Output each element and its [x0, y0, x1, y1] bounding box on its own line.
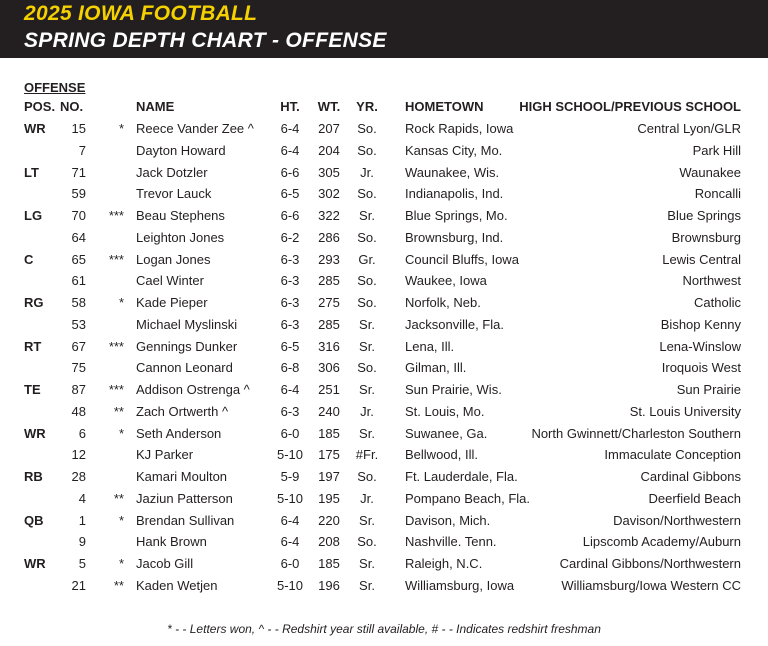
letters-won: *** — [108, 382, 124, 397]
jersey-number: 67 — [71, 338, 86, 354]
player-name: Leighton Jones — [136, 229, 225, 245]
header-no: NO. — [60, 99, 84, 114]
class-year: So. — [357, 186, 377, 202]
header-pos: POS. — [24, 99, 56, 114]
school: Iroquois West — [661, 360, 741, 376]
weight: 207 — [318, 121, 340, 136]
header-name: NAME — [136, 99, 175, 114]
player-name: Jaziun Patterson — [136, 490, 233, 506]
player-name: Trevor Lauck — [136, 186, 212, 202]
hometown: Nashville. Tenn. — [405, 534, 497, 550]
jersey-number: 21 — [71, 577, 86, 593]
hometown: Brownsburg, Ind. — [405, 229, 504, 245]
weight: 251 — [318, 382, 340, 397]
height: 6-2 — [280, 229, 300, 245]
jersey-number: 9 — [78, 534, 86, 550]
hometown: St. Louis, Mo. — [405, 403, 485, 419]
player-name: KJ Parker — [136, 447, 194, 463]
jersey-number: 7 — [78, 142, 86, 158]
class-year: Sr. — [359, 556, 375, 571]
letters-won: *** — [108, 338, 124, 354]
class-year: Jr. — [360, 403, 374, 419]
jersey-number: 61 — [71, 273, 86, 289]
player-name: Logan Jones — [136, 251, 211, 267]
table-row — [0, 489, 768, 509]
table-row — [0, 445, 768, 465]
player-name: Cael Winter — [136, 273, 204, 289]
height: 6-6 — [280, 208, 300, 223]
class-year: Jr. — [360, 490, 374, 506]
school: Lena-Winslow — [659, 338, 741, 354]
weight: 305 — [318, 164, 340, 180]
player-name: Beau Stephens — [136, 208, 225, 223]
player-name: Reece Vander Zee ^ — [136, 121, 254, 136]
class-year: So. — [357, 121, 377, 136]
table-row — [0, 576, 768, 596]
table-row — [0, 293, 768, 313]
player-name: Addison Ostrenga ^ — [136, 382, 250, 397]
weight: 302 — [318, 186, 340, 202]
school: North Gwinnett/Charleston Southern — [531, 425, 741, 441]
table-row — [0, 228, 768, 248]
class-year: Sr. — [359, 577, 375, 593]
height: 6-8 — [280, 360, 300, 376]
height: 6-0 — [280, 425, 300, 441]
position: LG — [24, 208, 43, 223]
height: 6-5 — [280, 338, 300, 354]
class-year: Sr. — [359, 512, 375, 528]
table-row — [0, 424, 768, 444]
height: 6-4 — [280, 121, 300, 136]
class-year: So. — [357, 229, 377, 245]
hometown: Pompano Beach, Fla. — [405, 490, 531, 506]
height: 6-3 — [280, 273, 300, 289]
school: St. Louis University — [629, 403, 741, 419]
player-name: Zach Ortwerth ^ — [136, 403, 229, 419]
weight: 322 — [318, 208, 340, 223]
class-year: So. — [357, 360, 377, 376]
school: Bishop Kenny — [660, 316, 741, 332]
height: 6-4 — [280, 534, 300, 550]
player-name: Seth Anderson — [136, 425, 222, 441]
hometown: Council Bluffs, Iowa — [405, 251, 519, 267]
letters-won: *** — [108, 251, 124, 267]
hometown: Williamsburg, Iowa — [405, 577, 515, 593]
table-row — [0, 119, 768, 139]
class-year: Sr. — [359, 208, 375, 223]
jersey-number: 53 — [71, 316, 86, 332]
school: Northwest — [682, 273, 741, 289]
position: RT — [24, 338, 42, 354]
class-year: Sr. — [359, 316, 375, 332]
table-row — [0, 206, 768, 226]
class-year: Gr. — [358, 251, 376, 267]
header-ht: HT. — [280, 99, 300, 114]
jersey-number: 65 — [71, 251, 86, 267]
title-line-2: SPRING DEPTH CHART - OFFENSE — [24, 29, 387, 52]
weight: 208 — [318, 534, 340, 550]
school: Davison/Northwestern — [613, 512, 741, 528]
height: 6-5 — [280, 186, 300, 202]
jersey-number: 75 — [71, 360, 86, 376]
school: Lewis Central — [662, 251, 741, 267]
position: RG — [24, 295, 44, 310]
class-year: Sr. — [359, 425, 375, 441]
school: Deerfield Beach — [648, 490, 741, 506]
jersey-number: 70 — [71, 208, 86, 223]
school: Williamsburg/Iowa Western CC — [561, 577, 741, 593]
height: 6-3 — [280, 295, 300, 310]
school: Sun Prairie — [676, 382, 741, 397]
hometown: Blue Springs, Mo. — [405, 208, 508, 223]
letters-won: *** — [108, 208, 124, 223]
school: Cardinal Gibbons — [640, 469, 741, 484]
hometown: Davison, Mich. — [405, 512, 491, 528]
school: Waunakee — [679, 164, 741, 180]
class-year: So. — [357, 295, 377, 310]
weight: 220 — [318, 512, 340, 528]
school: Blue Springs — [667, 208, 741, 223]
header-yr: YR. — [356, 99, 378, 114]
height: 5-9 — [280, 469, 300, 484]
header-hometown: HOMETOWN — [405, 99, 484, 114]
school: Roncalli — [694, 186, 741, 202]
height: 6-4 — [280, 142, 300, 158]
weight: 285 — [318, 273, 340, 289]
jersey-number: 58 — [71, 295, 86, 310]
position: WR — [24, 425, 46, 441]
jersey-number: 6 — [78, 425, 86, 441]
class-year: Jr. — [360, 164, 374, 180]
class-year: #Fr. — [355, 447, 379, 463]
class-year: Sr. — [359, 338, 375, 354]
table-row — [0, 358, 768, 378]
title-line-1: 2025 IOWA FOOTBALL — [24, 2, 258, 25]
position: C — [24, 251, 34, 267]
jersey-number: 28 — [71, 469, 86, 484]
class-year: So. — [357, 273, 377, 289]
weight: 197 — [318, 469, 340, 484]
jersey-number: 48 — [71, 403, 86, 419]
position: RB — [24, 469, 43, 484]
table-row — [0, 250, 768, 270]
letters-won: * — [118, 425, 124, 441]
table-row — [0, 467, 768, 487]
player-name: Hank Brown — [136, 534, 207, 550]
player-name: Kamari Moulton — [136, 469, 228, 484]
hometown: Waunakee, Wis. — [405, 164, 500, 180]
school: Brownsburg — [671, 229, 741, 245]
weight: 285 — [318, 316, 340, 332]
position: WR — [24, 121, 46, 136]
height: 6-0 — [280, 556, 300, 571]
weight: 316 — [318, 338, 340, 354]
weight: 204 — [318, 142, 340, 158]
school: Immaculate Conception — [604, 447, 741, 463]
height: 5-10 — [276, 577, 304, 593]
position: QB — [24, 512, 44, 528]
school: Central Lyon/GLR — [637, 121, 741, 136]
jersey-number: 87 — [71, 382, 86, 397]
player-name: Brendan Sullivan — [136, 512, 235, 528]
hometown: Raleigh, N.C. — [405, 556, 483, 571]
weight: 286 — [318, 229, 340, 245]
player-name: Jacob Gill — [136, 556, 194, 571]
class-year: So. — [357, 534, 377, 550]
height: 6-3 — [280, 316, 300, 332]
player-name: Jack Dotzler — [136, 164, 208, 180]
height: 5-10 — [276, 490, 304, 506]
class-year: So. — [357, 142, 377, 158]
weight: 306 — [318, 360, 340, 376]
table-row — [0, 141, 768, 161]
school: Catholic — [694, 295, 741, 310]
header-school: HIGH SCHOOL/PREVIOUS SCHOOL — [519, 99, 741, 114]
school: Lipscomb Academy/Auburn — [582, 534, 741, 550]
weight: 195 — [318, 490, 340, 506]
title-banner — [0, 0, 768, 58]
weight: 175 — [318, 447, 340, 463]
hometown: Jacksonville, Fla. — [405, 316, 504, 332]
table-row — [0, 337, 768, 357]
letters-won: ** — [113, 403, 124, 419]
hometown: Indianapolis, Ind. — [405, 186, 504, 202]
letters-won: * — [118, 121, 124, 136]
hometown: Waukee, Iowa — [405, 273, 487, 289]
column-headers — [0, 97, 768, 117]
height: 6-3 — [280, 251, 300, 267]
player-name: Gennings Dunker — [136, 338, 238, 354]
player-name: Michael Myslinski — [136, 316, 238, 332]
hometown: Bellwood, Ill. — [405, 447, 478, 463]
height: 6-4 — [280, 382, 300, 397]
height: 6-6 — [280, 164, 300, 180]
letters-won: * — [118, 295, 124, 310]
jersey-number: 71 — [71, 164, 86, 180]
height: 6-4 — [280, 512, 300, 528]
position: TE — [24, 382, 41, 397]
hometown: Norfolk, Neb. — [405, 295, 481, 310]
legend-note: * - - Letters won, ^ - - Redshirt year still available, # - - Indicates redshirt freshman — [167, 622, 601, 636]
jersey-number: 4 — [78, 490, 86, 506]
class-year: So. — [357, 469, 377, 484]
jersey-number: 12 — [71, 447, 86, 463]
class-year: Sr. — [359, 382, 375, 397]
letters-won: * — [118, 512, 124, 528]
weight: 185 — [318, 556, 340, 571]
height: 5-10 — [276, 447, 304, 463]
jersey-number: 59 — [71, 186, 86, 202]
player-name: Kade Pieper — [136, 295, 208, 310]
school: Cardinal Gibbons/Northwestern — [559, 556, 741, 571]
hometown: Ft. Lauderdale, Fla. — [405, 469, 518, 484]
weight: 275 — [318, 295, 340, 310]
weight: 293 — [318, 251, 340, 267]
position: LT — [24, 164, 39, 180]
table-row — [0, 184, 768, 204]
table-row — [0, 511, 768, 531]
position: WR — [24, 556, 46, 571]
player-name: Cannon Leonard — [136, 360, 233, 376]
hometown: Kansas City, Mo. — [405, 142, 503, 158]
jersey-number: 5 — [78, 556, 86, 571]
height: 6-3 — [280, 403, 300, 419]
table-row — [0, 163, 768, 183]
hometown: Gilman, Ill. — [405, 360, 467, 376]
school: Park Hill — [692, 142, 741, 158]
header-wt: WT. — [317, 99, 341, 114]
section-label: OFFENSE — [24, 80, 86, 95]
player-name: Dayton Howard — [136, 142, 226, 158]
hometown: Rock Rapids, Iowa — [405, 121, 514, 136]
hometown: Suwanee, Ga. — [405, 425, 488, 441]
hometown: Sun Prairie, Wis. — [405, 382, 502, 397]
table-row — [0, 271, 768, 291]
table-row — [0, 554, 768, 574]
jersey-number: 1 — [78, 512, 86, 528]
letters-won: * — [118, 556, 124, 571]
weight: 185 — [318, 425, 340, 441]
table-row — [0, 380, 768, 400]
jersey-number: 15 — [71, 121, 86, 136]
weight: 196 — [318, 577, 340, 593]
weight: 240 — [318, 403, 340, 419]
table-row — [0, 532, 768, 552]
table-row — [0, 402, 768, 422]
letters-won: ** — [113, 490, 124, 506]
letters-won: ** — [113, 577, 124, 593]
player-name: Kaden Wetjen — [136, 577, 218, 593]
table-row — [0, 315, 768, 335]
hometown: Lena, Ill. — [405, 338, 455, 354]
jersey-number: 64 — [71, 229, 86, 245]
